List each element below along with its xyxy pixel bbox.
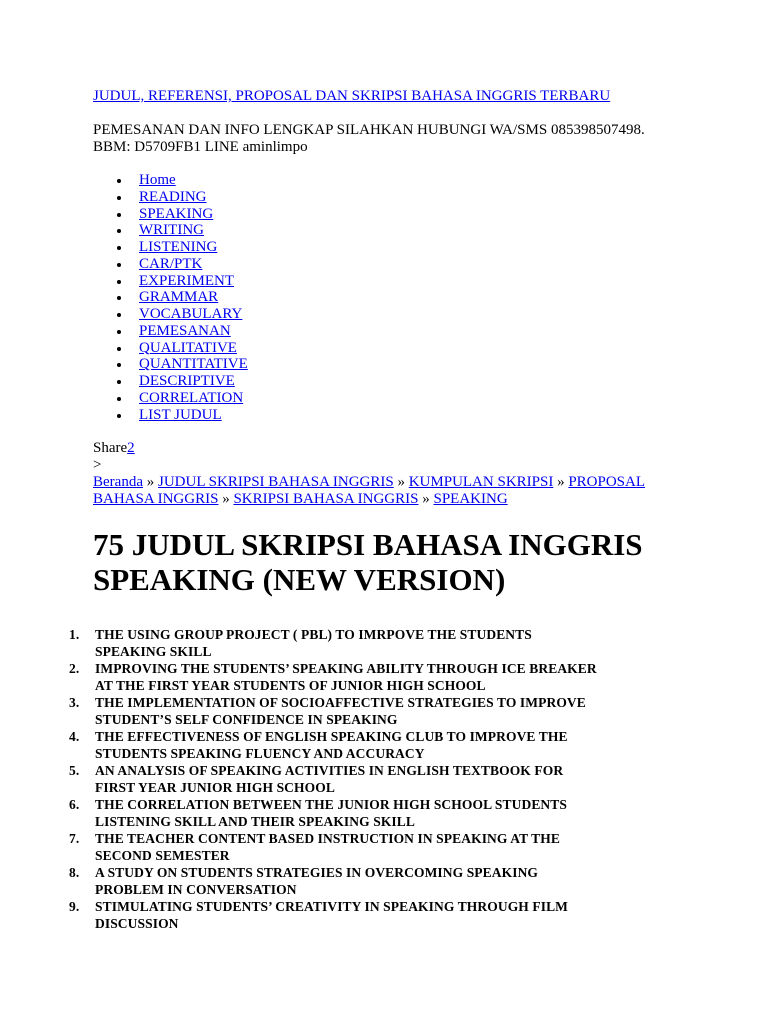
list-item bbox=[0, 762, 700, 796]
nav-link-car-ptk[interactable]: CAR/PTK bbox=[139, 255, 203, 272]
list-item-number: 2. bbox=[69, 661, 80, 676]
nav-item bbox=[93, 373, 248, 390]
nav-link-reading[interactable]: READING bbox=[139, 188, 207, 205]
list-item-text: STUDENT’S SELF CONFIDENCE IN SPEAKING bbox=[95, 712, 398, 727]
list-item bbox=[0, 830, 700, 864]
share-label: Share bbox=[93, 440, 128, 456]
list-item bbox=[0, 626, 700, 660]
list-item bbox=[0, 728, 700, 762]
list-item-text: STIMULATING STUDENTS’ CREATIVITY IN SPEAKING THROUGH FILM bbox=[95, 899, 569, 914]
nav-link-grammar[interactable]: GRAMMAR bbox=[139, 289, 219, 306]
list-item-number: 1. bbox=[69, 627, 80, 642]
nav-item bbox=[93, 172, 248, 189]
nav-link-correlation[interactable]: CORRELATION bbox=[139, 389, 244, 406]
list-item-text: AN ANALYSIS OF SPEAKING ACTIVITIES IN ENGLISH TEXTBOOK FOR bbox=[95, 763, 564, 778]
list-item-text: AT THE FIRST YEAR STUDENTS OF JUNIOR HIGH SCHOOL bbox=[95, 678, 486, 693]
nav-item bbox=[93, 239, 248, 256]
nav-menu bbox=[93, 172, 248, 423]
nav-link-descriptive[interactable]: DESCRIPTIVE bbox=[139, 373, 235, 389]
list-item-number: 3. bbox=[69, 695, 80, 710]
site-title-link[interactable]: JUDUL, REFERENSI, PROPOSAL DAN SKRIPSI BAHASA INGGRIS TERBARU bbox=[93, 88, 611, 104]
nav-link-vocabulary[interactable]: VOCABULARY bbox=[139, 306, 243, 322]
nav-link-qualitative[interactable]: QUALITATIVE bbox=[139, 339, 237, 356]
nav-item bbox=[93, 273, 248, 290]
list-item-number: 9. bbox=[69, 899, 80, 914]
nav-link-home[interactable]: Home bbox=[139, 172, 176, 188]
list-item-text: PROBLEM IN CONVERSATION bbox=[95, 882, 297, 897]
nav-item bbox=[93, 323, 248, 340]
contact-line: PEMESANAN DAN INFO LENGKAP SILAHKAN HUBUNGI WA/SMS 085398507498. bbox=[93, 122, 645, 138]
nav-item bbox=[93, 256, 248, 273]
breadcrumb-link-kumpulan-skripsi[interactable]: KUMPULAN SKRIPSI bbox=[408, 474, 554, 490]
breadcrumb-separator: » bbox=[397, 474, 405, 490]
breadcrumb-link-proposal[interactable]: PROPOSAL BAHASA INGGRIS bbox=[93, 474, 646, 507]
list-item bbox=[0, 694, 700, 728]
nav-item bbox=[93, 407, 248, 424]
share-count-link[interactable]: 2 bbox=[127, 440, 135, 456]
share-widget bbox=[93, 440, 135, 457]
share-caret: > bbox=[93, 457, 102, 473]
list-item-number: 8. bbox=[69, 865, 80, 880]
list-item-number: 5. bbox=[69, 763, 80, 778]
list-item-text: LISTENING SKILL AND THEIR SPEAKING SKILL bbox=[95, 814, 415, 829]
breadcrumb-separator: » bbox=[422, 491, 430, 507]
nav-item bbox=[93, 206, 248, 223]
list-item-text: SPEAKING SKILL bbox=[95, 644, 212, 659]
list-item bbox=[0, 796, 700, 830]
breadcrumb-separator: » bbox=[146, 474, 155, 490]
nav-link-writing[interactable]: WRITING bbox=[139, 222, 204, 239]
breadcrumb-link-judul-skripsi[interactable]: JUDUL SKRIPSI BAHASA INGGRIS bbox=[157, 474, 394, 490]
list-item-number: 6. bbox=[69, 797, 80, 812]
nav-link-experiment[interactable]: EXPERIMENT bbox=[139, 272, 234, 289]
nav-item bbox=[93, 289, 248, 306]
list-item bbox=[0, 660, 700, 694]
list-item bbox=[0, 898, 700, 932]
list-item-text: A STUDY ON STUDENTS STRATEGIES IN OVERCOMING SPEAKING bbox=[95, 865, 539, 880]
nav-item bbox=[93, 222, 248, 239]
nav-item bbox=[93, 306, 248, 323]
list-item-number: 4. bbox=[69, 729, 80, 744]
nav-link-speaking[interactable]: SPEAKING bbox=[139, 205, 214, 222]
list-item-text: THE USING GROUP PROJECT ( PBL) TO IMRPOVE THE STUDENTS bbox=[95, 627, 532, 642]
list-item-text: SECOND SEMESTER bbox=[95, 848, 230, 863]
list-item-text: THE IMPLEMENTATION OF SOCIOAFFECTIVE STRATEGIES TO IMPROVE bbox=[95, 695, 586, 710]
nav-link-listening[interactable]: LISTENING bbox=[139, 239, 218, 255]
nav-link-pemesanan[interactable]: PEMESANAN bbox=[139, 322, 231, 339]
list-item-text: DISCUSSION bbox=[95, 916, 179, 931]
list-item-number: 7. bbox=[69, 831, 80, 846]
list-item-text: THE CORRELATION BETWEEN THE JUNIOR HIGH SCHOOL STUDENTS bbox=[95, 797, 567, 812]
nav-item bbox=[93, 189, 248, 206]
nav-link-list-judul[interactable]: LIST JUDUL bbox=[139, 406, 222, 423]
thesis-title-list bbox=[0, 626, 700, 932]
contact-line: BBM: D5709FB1 LINE aminlimpo bbox=[93, 139, 308, 155]
list-item-text: IMPROVING THE STUDENTS’ SPEAKING ABILITY THROUGH ICE BREAKER bbox=[95, 661, 597, 676]
list-item-text: THE TEACHER CONTENT BASED INSTRUCTION IN SPEAKING AT THE bbox=[95, 831, 560, 846]
nav-item bbox=[93, 390, 248, 407]
breadcrumb bbox=[93, 474, 693, 508]
contact-info bbox=[93, 122, 733, 156]
article-headline: 75 JUDUL SKRIPSI BAHASA INGGRIS SPEAKING (NEW VERSION) bbox=[93, 527, 643, 597]
nav-item bbox=[93, 356, 248, 373]
list-item-text: FIRST YEAR JUNIOR HIGH SCHOOL bbox=[95, 780, 335, 795]
list-item-text: THE EFFECTIVENESS OF ENGLISH SPEAKING CLUB TO IMPROVE THE bbox=[95, 729, 568, 744]
list-item bbox=[0, 864, 700, 898]
nav-link-quantitative[interactable]: QUANTITATIVE bbox=[139, 356, 248, 373]
nav-item bbox=[93, 340, 248, 357]
breadcrumb-link-skripsi-bahasa-inggris[interactable]: SKRIPSI BAHASA INGGRIS bbox=[233, 491, 419, 507]
breadcrumb-link-speaking[interactable]: SPEAKING bbox=[433, 491, 508, 507]
breadcrumb-separator: » bbox=[557, 474, 565, 490]
breadcrumb-link-beranda[interactable]: Beranda bbox=[93, 474, 143, 490]
breadcrumb-separator: » bbox=[222, 491, 230, 507]
list-item-text: STUDENTS SPEAKING FLUENCY AND ACCURACY bbox=[95, 746, 425, 761]
